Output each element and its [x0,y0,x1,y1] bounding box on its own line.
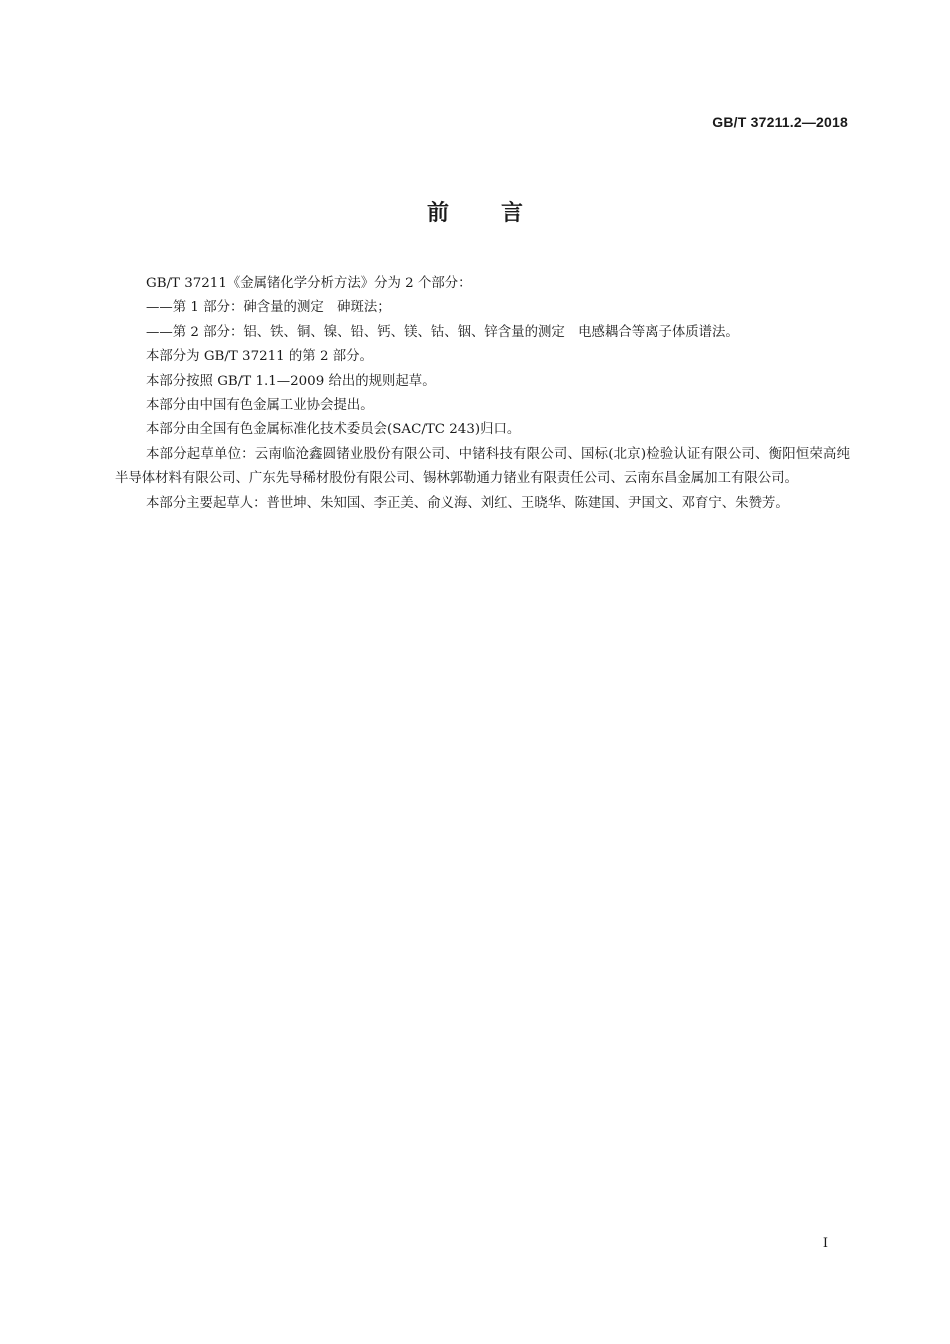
page-title: 前言 [426,201,575,226]
page-number: I [822,1236,828,1251]
paragraph-drafting-rules: 本部分按照 GB/T 1.1—2009 给出的规则起草。 [146,373,436,389]
paragraph-proposer: 本部分由中国有色金属工业协会提出。 [146,398,374,414]
paragraph-part-1: ——第 1 部分：砷含量的测定 砷斑法； [146,300,391,316]
paragraph-committee: 本部分由全国有色金属标准化技术委员会(SAC/TC 243)归口。 [146,422,521,438]
paragraph-intro: GB/T 37211《金属锗化学分析方法》分为 2 个部分： [146,276,472,291]
paragraph-drafters: 本部分主要起草人：普世坤、朱知国、李正美、俞义海、刘红、王晓华、陈建国、尹国文、邓育宁、朱赞芳。 [146,495,789,511]
paragraph-part-2: ——第 2 部分：铝、铁、铜、镍、铅、钙、镁、钴、铟、锌含量的测定 电感耦合等离子体质谱法。 [146,324,739,340]
paragraph-drafting-units: 本部分起草单位：云南临沧鑫圆锗业股份有限公司、中锗科技有限公司、国标(北京)检验认证有限公司、衡阳恒荣高纯半导体材料有限公司、广东先导稀材股份有限公司、锡林郭勒通力锗业有限责任公司、云南东昌金属加工有限公司。 [115,446,850,487]
standard-code: GB/T 37211.2—2018 [712,114,848,130]
paragraph-this-part: 本部分为 GB/T 37211 的第 2 部分。 [146,349,373,365]
foreword-body [115,272,850,516]
